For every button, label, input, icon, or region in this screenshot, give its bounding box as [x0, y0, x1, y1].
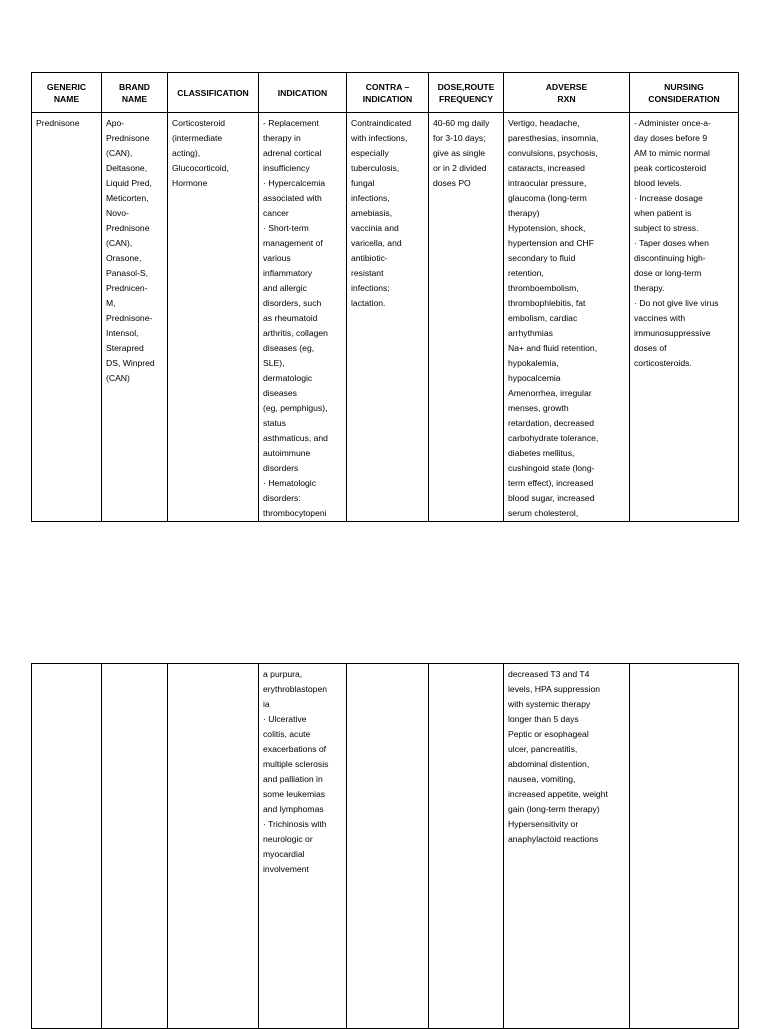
header-classification: CLASSIFICATION [168, 73, 259, 113]
cell-dose-route-frequency: 40-60 mg daily for 3-10 days; give as single or in 2 divided doses PO [429, 113, 504, 522]
header-indication: INDICATION [259, 73, 347, 113]
cell-nursing-consideration: - Administer once-a- day doses before 9 AM to mimic normal peak corticosteroid blood levels. · Increase dosage when patient is subject to stress. · Taper doses when discontinuing high- dose or long-term therapy. · Do not give live virus vaccines with immunosuppressive doses of corticosteroids. [630, 113, 739, 522]
cell-dose-route-frequency [429, 664, 504, 1029]
table-row [32, 664, 739, 1029]
drug-table-page-2 [31, 663, 739, 1029]
header-nursing-consideration: NURSING CONSIDERATION [630, 73, 739, 113]
cell-adverse-reactions: Vertigo, headache, paresthesias, insomnia, convulsions, psychosis, cataracts, increased intraocular pressure, glaucoma (long-term therapy) Hypotension, shock, hypertension and CHF secondary to fluid retention, thromboembolism, thrombophlebitis, fat embolism, cardiac arrhythmias Na+ and fluid retention, hypokalemia, hypocalcemia Amenorrhea, irregular menses, growth retardation, decreased carbohydrate tolerance, diabetes mellitus, cushingoid state (long- term effect), increased blood sugar, increased serum cholesterol, [504, 113, 630, 522]
header-dose-route-frequency: DOSE,ROUTE FREQUENCY [429, 73, 504, 113]
cell-indication: a purpura, erythroblastopen ia · Ulcerative colitis, acute exacerbations of multiple sclerosis and palliation in some leukemias and lymphomas · Trichinosis with neurologic or myocardial involvement [259, 664, 347, 1029]
cell-generic-name: Prednisone [32, 113, 102, 522]
header-contraindication: CONTRA – INDICATION [347, 73, 429, 113]
cell-contraindication: Contraindicated with infections, especially tuberculosis, fungal infections, amebiasis, vaccinia and varicella, and antibiotic- resistant infections; lactation. [347, 113, 429, 522]
cell-generic-name [32, 664, 102, 1029]
header-generic-name: GENERIC NAME [32, 73, 102, 113]
header-adverse-reactions: ADVERSE RXN [504, 73, 630, 113]
cell-adverse-reactions: decreased T3 and T4 levels, HPA suppression with systemic therapy longer than 5 days Peptic or esophageal ulcer, pancreatitis, abdominal distention, nausea, vomiting, increased appetite, weight gain (long-term therapy) Hypersensitivity or anaphylactoid reactions [504, 664, 630, 1029]
table-row [32, 113, 739, 522]
cell-indication: - Replacement therapy in adrenal cortical insufficiency · Hypercalcemia associated with cancer · Short-term management of various inflammatory and allergic disorders, such as rheumatoid arthritis, collagen diseases (eg, SLE), dermatologic diseases (eg, pemphigus), status asthmaticus, and autoimmune disorders · Hematologic disorders: thrombocytopeni [259, 113, 347, 522]
cell-nursing-consideration [630, 664, 739, 1029]
table-header-row [32, 73, 739, 113]
header-brand-name: BRAND NAME [102, 73, 168, 113]
cell-contraindication [347, 664, 429, 1029]
cell-classification [168, 664, 259, 1029]
cell-brand-name: Apo- Prednisone (CAN), Deltasone, Liquid Pred, Meticorten, Novo- Prednisone (CAN), Orasone, Panasol-S, Prednicen- M, Prednisone- Intensol, Sterapred DS, Winpred (CAN) [102, 113, 168, 522]
cell-classification: Corticosteroid (intermediate acting), Glucocorticoid, Hormone [168, 113, 259, 522]
drug-table-page-1 [31, 72, 739, 522]
cell-brand-name [102, 664, 168, 1029]
